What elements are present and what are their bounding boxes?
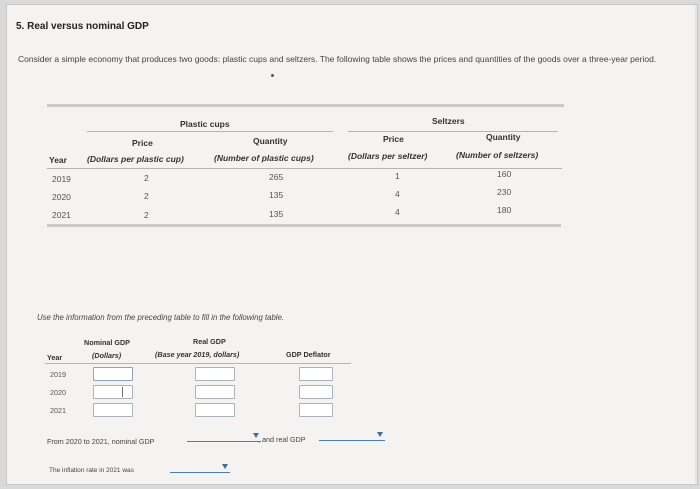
chevron-down-icon (377, 432, 383, 437)
nominal-gdp-2019-input[interactable] (93, 367, 133, 381)
problem-heading: 5. Real versus nominal GDP (16, 21, 149, 32)
chevron-down-icon (222, 464, 228, 469)
header-bottom-rule (47, 168, 562, 169)
table-cell-cup-qty: 135 (269, 190, 284, 200)
col-header-real-gdp: Real GDP (193, 337, 226, 346)
col-header-seltzer-quantity: Quantity (486, 132, 521, 142)
table-row-year: 2021 (52, 210, 71, 220)
problem-page (6, 4, 698, 485)
q1-text-b: , and real GDP (258, 435, 306, 444)
col-sub-seltzer-price: (Dollars per seltzer) (348, 151, 428, 161)
table-cell-cup-price: 2 (144, 173, 149, 183)
table-cell-seltzer-qty: 230 (497, 187, 512, 197)
problem-intro: Consider a simple economy that produces two goods: plastic cups and seltzers. The following table shows the prices and quantities of the goods over a three-year period. (18, 54, 657, 64)
table-cell-seltzer-price: 4 (395, 189, 400, 199)
gdp-row-year: 2021 (50, 406, 66, 415)
nominal-gdp-2021-input[interactable] (93, 403, 133, 417)
table-top-rule (47, 104, 564, 107)
q2-text: The inflation rate in 2021 was (49, 467, 134, 474)
table-cell-cup-price: 2 (144, 210, 149, 220)
nominal-gdp-change-dropdown[interactable] (187, 432, 261, 442)
real-gdp-2020-input[interactable] (195, 385, 235, 399)
table-cell-seltzer-qty: 180 (497, 205, 512, 215)
table-row-year: 2019 (52, 174, 71, 184)
col-sub-real: (Base year 2019, dollars) (155, 350, 240, 359)
col-header-year: Year (47, 353, 63, 362)
page-edge (695, 5, 697, 484)
col-header-nominal-gdp: Nominal GDP (84, 338, 130, 347)
col-header-cup-quantity: Quantity (253, 136, 288, 146)
col-header-deflator: GDP Deflator (286, 350, 331, 359)
inflation-rate-dropdown[interactable] (170, 463, 230, 473)
col-header-cup-price: Price (132, 138, 153, 148)
table-row-year: 2020 (52, 192, 71, 202)
real-gdp-2021-input[interactable] (195, 403, 235, 417)
col-sub-cup-price: (Dollars per plastic cup) (87, 154, 184, 164)
table-cell-seltzer-qty: 160 (497, 169, 512, 179)
gdp-header-rule (45, 363, 351, 364)
gdp-deflator-2020-input[interactable] (299, 385, 333, 399)
group-header-plastic-cups: Plastic cups (180, 119, 230, 129)
col-sub-seltzer-quantity: (Number of seltzers) (456, 150, 539, 160)
col-header-seltzer-price: Price (383, 134, 404, 144)
real-gdp-change-dropdown[interactable] (319, 431, 385, 441)
gdp-row-year: 2019 (50, 370, 66, 379)
group-rule-plastic (87, 131, 333, 132)
table-cell-cup-qty: 265 (269, 172, 284, 182)
cursor-dot (271, 74, 274, 77)
fill-instructions: Use the information from the preceding table to fill in the following table. (37, 313, 285, 322)
nominal-gdp-2020-input[interactable] (93, 385, 133, 399)
gdp-row-year: 2020 (50, 388, 66, 397)
q1-text-a: From 2020 to 2021, nominal GDP (47, 437, 155, 446)
group-rule-seltzers (348, 131, 558, 132)
gdp-deflator-2019-input[interactable] (299, 367, 333, 381)
col-sub-nominal: (Dollars) (92, 351, 122, 360)
table-cell-seltzer-price: 4 (395, 207, 400, 217)
table-cell-cup-price: 2 (144, 191, 149, 201)
col-sub-cup-quantity: (Number of plastic cups) (214, 153, 314, 163)
table-bottom-rule (47, 224, 561, 227)
gdp-deflator-2021-input[interactable] (299, 403, 333, 417)
col-header-year: Year (49, 155, 67, 165)
table-cell-seltzer-price: 1 (395, 171, 400, 181)
text-cursor (122, 387, 123, 397)
real-gdp-2019-input[interactable] (195, 367, 235, 381)
table-cell-cup-qty: 135 (269, 209, 284, 219)
group-header-seltzers: Seltzers (432, 116, 465, 126)
